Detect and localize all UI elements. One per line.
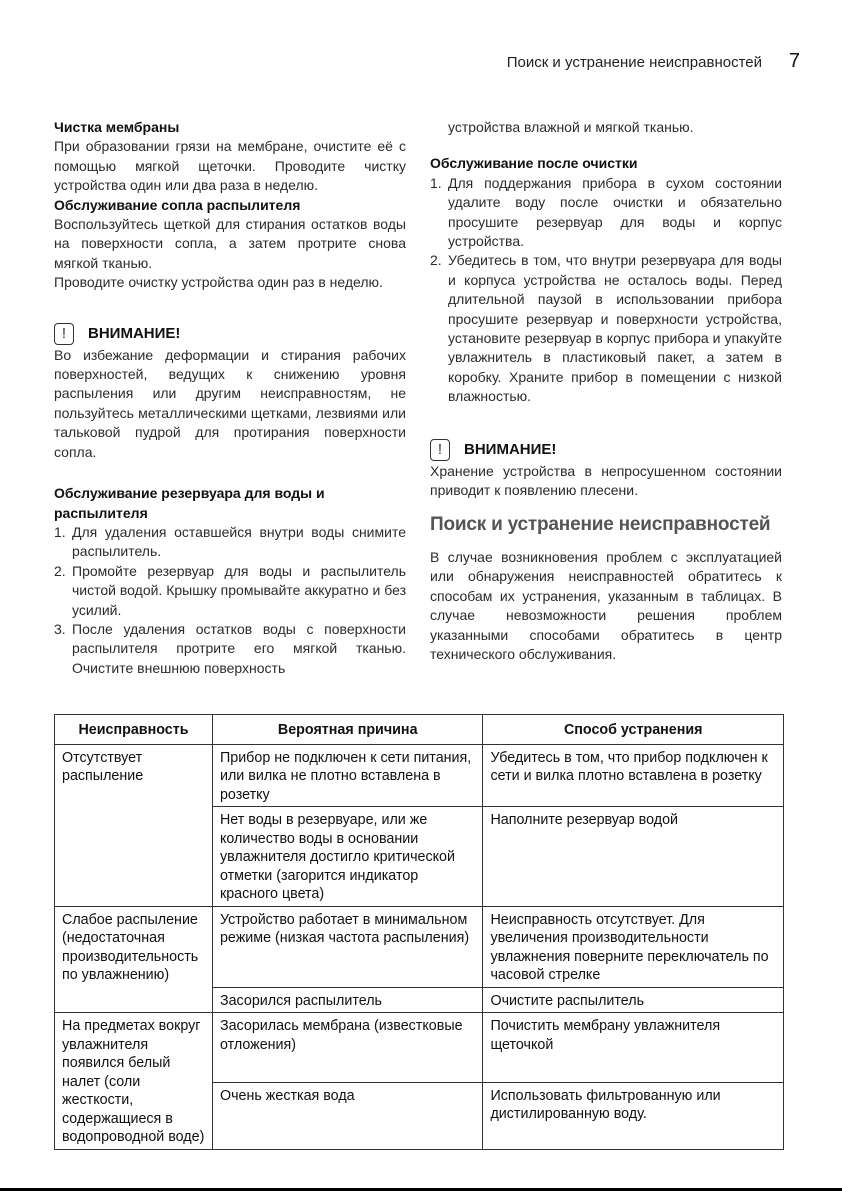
continuation-text: устройства влажной и мягкой тканью. [448, 119, 694, 135]
warning-text: Во избежание деформации и стирания рабочих поверхностей, ведущих к снижению уровня распыления или другим неисправностям, не пользуйтесь металлическими щетками, лезвиями или тальковой пудрой для протирания поверхности сопла. [54, 346, 406, 460]
header-title: Поиск и устранение неисправностей [506, 54, 762, 71]
warning-title: ВНИМАНИЕ! [464, 440, 557, 458]
list-item: 1. Для поддержания прибора в сухом состоянии удалите воду после очистки и обязательно просушите резервуар для воды и корпус устройства. [430, 174, 782, 250]
fix-cell: Очистите распылитель [483, 987, 784, 1013]
table-row [55, 744, 784, 807]
list-item: 2. Убедитесь в том, что внутри резервуара для воды и корпуса устройства не осталось воды. Перед длительной паузой в использовании прибора просушите резервуар и поверхности устройства, установите резервуар в корпус прибора и упакуйте увлажнитель в пластиковый пакет, а затем в коробку. Храните прибор в помещении с низкой влажностью. [430, 252, 782, 405]
after-cleaning-steps [430, 174, 782, 407]
warning-block [54, 323, 406, 345]
fix-cell: Почистить мембрану увлажнителя щеточкой [483, 1013, 784, 1083]
membrane-text: При образовании грязи на мембране, очистите её с помощью мягкой щеточки. Проводите чистку устройства один или два раза в неделю. [54, 138, 406, 194]
problem-cell: Отсутствует распыление [55, 744, 213, 906]
problem-cell: Слабое распыление (недостаточная производительность по увлажнению) [55, 906, 213, 1013]
nozzle-heading: Обслуживание сопла распылителя [54, 196, 301, 213]
fix-cell: Наполните резервуар водой [483, 807, 784, 907]
tank-heading: Обслуживание резервуара для воды и распылителя [54, 485, 325, 521]
right-column [430, 118, 782, 664]
problem-cell: На предметах вокруг увлажнителя появился белый налет (соли жесткости, содержащиеся в водопроводной воде) [55, 1013, 213, 1150]
page-header [430, 52, 800, 76]
nozzle-text-2: Проводите очистку устройства один раз в неделю. [54, 274, 383, 291]
list-item: 3. После удаления остатков воды с поверхности распылителя протрите его мягкой тканью. Очистите внешнюю поверхность [54, 620, 406, 676]
warning-block [430, 439, 782, 461]
tank-steps [54, 523, 406, 678]
cause-cell: Засорился распылитель [212, 987, 482, 1013]
warning-icon: ! [54, 323, 74, 345]
column-header: Способ устранения [483, 715, 784, 745]
list-item: 1. Для удаления оставшейся внутри воды снимите распылитель. [54, 523, 406, 560]
warning-title: ВНИМАНИЕ! [88, 324, 181, 342]
cause-cell: Нет воды в резервуаре, или же количество воды в основании увлажнителя достигло критической отметки (загорится индикатор красного цвета) [212, 807, 482, 907]
left-column [54, 118, 406, 678]
cause-cell: Прибор не подключен к сети питания, или вилка не плотно вставлена в розетку [212, 744, 482, 807]
list-item: 2. Промойте резервуар для воды и распылитель чистой водой. Крышку промывайте аккуратно и без усилий. [54, 562, 406, 618]
fix-cell: Неисправность отсутствует. Для увеличения производительности увлажнения поверните переключатель по часовой стрелке [483, 906, 784, 987]
table-row [55, 906, 784, 987]
page-number: 7 [788, 50, 800, 72]
nozzle-text-1: Воспользуйтесь щеткой для стирания остатков воды на поверхности сопла, а затем протрите снова мягкой тканью. [54, 216, 406, 271]
section-title: Поиск и устранение неисправностей [430, 513, 771, 535]
cause-cell: Очень жесткая вода [212, 1082, 482, 1149]
troubleshooting-table [54, 714, 784, 1150]
cause-cell: Устройство работает в минимальном режиме (низкая частота распыления) [212, 906, 482, 987]
after-cleaning-heading: Обслуживание после очистки [430, 155, 638, 172]
warning-text: Хранение устройства в непросушенном состоянии приводит к появлению плесени. [430, 462, 782, 499]
column-header: Неисправность [55, 715, 213, 745]
cause-cell: Засорилась мембрана (известковые отложения) [212, 1013, 482, 1083]
table-row [55, 1013, 784, 1083]
column-header: Вероятная причина [212, 715, 482, 745]
section-text: В случае возникновения проблем с эксплуатацией или обнаружения неисправностей обратитесь к способам их устранения, указанным в таблицах. В случае невозможности решения проблем указанными способами обратитесь в центр технического обслуживания. [430, 548, 782, 662]
warning-icon: ! [430, 439, 450, 461]
membrane-heading: Чистка мембраны [54, 119, 180, 135]
fix-cell: Убедитесь в том, что прибор подключен к сети и вилка плотно вставлена в розетку [483, 744, 784, 807]
fix-cell: Использовать фильтрованную или дистилированную воду. [483, 1082, 784, 1149]
table-header-row [55, 715, 784, 745]
